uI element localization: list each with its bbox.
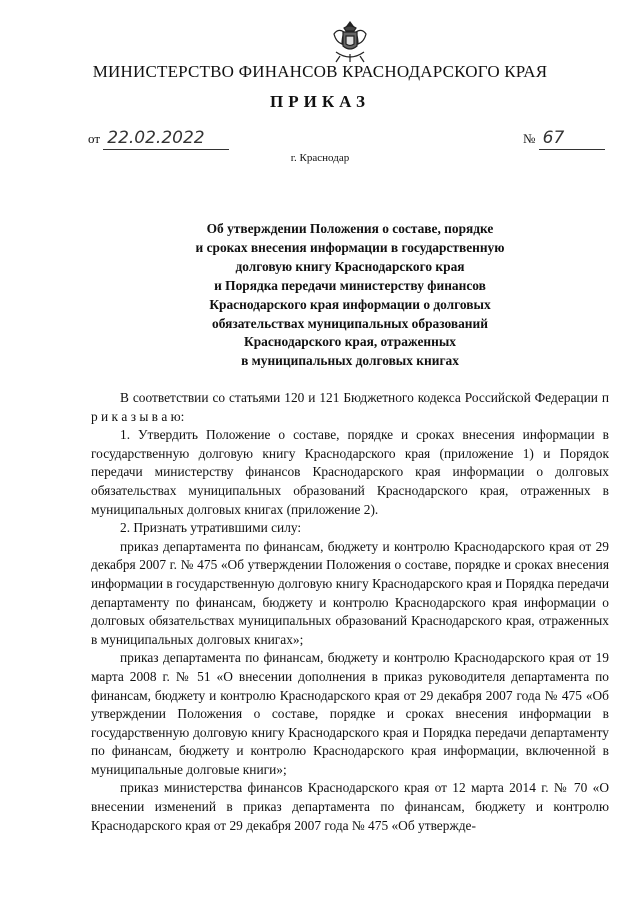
subject-line: долговую книгу Краснодарского края xyxy=(235,258,465,274)
subject-line: и сроках внесения информации в государственную xyxy=(195,239,505,255)
number-prefix: № xyxy=(523,131,536,146)
date-prefix: от xyxy=(88,131,101,146)
paragraph: приказ департамента по финансам, бюджету и контролю Краснодарского края от 29 декабря 2007 г. № 475 «Об утверждении Положения о составе, порядке и сроках внесения информации в государственную долговую книгу Краснодарского края и Порядка передачи департаменту по финансам, бюджету и контролю Краснодарского края информации о долговых обязательствах муниципальных образований Краснодарского края, отраженных в муниципальных долговых книгах»; xyxy=(91,538,609,647)
subject-line: Об утверждении Положения о составе, порядке xyxy=(206,221,494,236)
paragraph: 2. Признать утратившими силу: xyxy=(120,520,302,536)
paragraph: приказ департамента по финансам, бюджету и контролю Краснодарского края от 19 марта 2008 г. № 51 «О внесении дополнения в приказ руководителя департамента по финансам, бюджету и контролю Краснодарского края от 29 декабря 2007 года № 475 «Об утверждении Положения о составе, порядке и сроках внесения информации в государственную долговую книгу Краснодарского края и Порядка передачи департаменту по финансам, бюджету и контролю Краснодарского края информации, включенной в муниципальные долговые книги»; xyxy=(91,650,609,777)
number-field xyxy=(523,128,605,150)
subject-line: обязательствах муниципальных образований xyxy=(212,315,488,331)
ministry-name: МИНИСТЕРСТВО ФИНАНСОВ КРАСНОДАРСКОГО КРАЯ xyxy=(92,62,548,81)
document-title: ПРИКАЗ xyxy=(270,92,370,111)
subject-line: в муниципальных долговых книгах xyxy=(241,353,459,369)
subject-line: Краснодарского края, отраженных xyxy=(244,334,456,350)
handwritten-date: 22.02.2022 xyxy=(103,128,229,150)
handwritten-number: 67 xyxy=(539,128,605,150)
city: г. Краснодар xyxy=(290,152,350,164)
date-field xyxy=(88,128,229,150)
paragraph: 1. Утвердить Положение о составе, порядке и сроках внесения информации в государственную долговую книгу Краснодарского края (приложение 1) и Порядок передачи министерству финансов Краснодарского края информации о долговых обязательствах муниципальных образований Краснодарского края, отраженных в муниципальных долговых книгах (приложение 2). xyxy=(91,427,609,517)
order-body xyxy=(91,389,609,835)
paragraph: В соответствии со статьями 120 и 121 Бюджетного кодекса Российской Федерации п р и к а з ы в а ю: xyxy=(91,390,609,424)
order-subject xyxy=(150,220,550,371)
coat-of-arms-icon xyxy=(326,18,374,66)
paragraph: приказ министерства финансов Краснодарского края от 12 марта 2014 г. № 70 «О внесении изменений в приказ департамента по финансам, бюджету и контролю Краснодарского края от 29 декабря 2007 года № 475 «Об утвержде- xyxy=(91,780,609,833)
subject-line: Краснодарского края информации о долговых xyxy=(209,296,491,312)
subject-line: и Порядка передачи министерству финансов xyxy=(214,277,486,293)
